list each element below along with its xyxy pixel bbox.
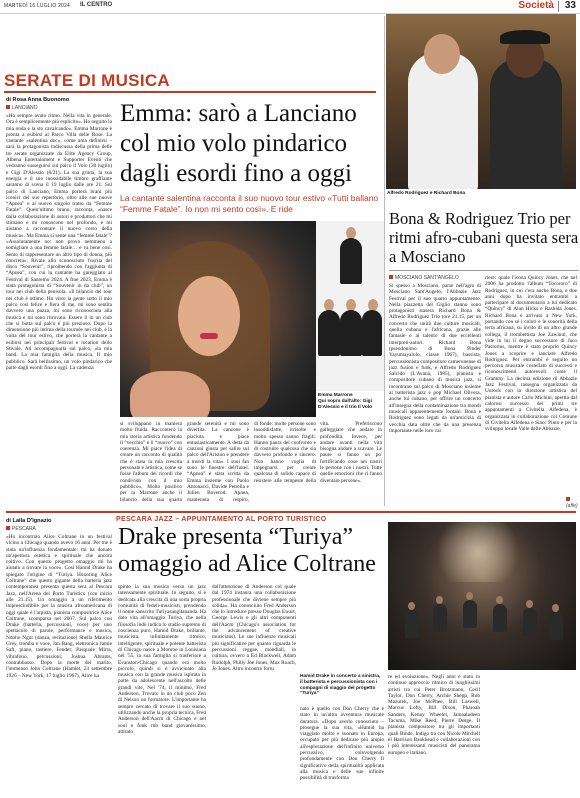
header-divider	[558, 1, 559, 12]
story1-summary: La cantante salentina racconta il suo nuovo tour estivo «Tutti ballano “Femme Fatale”. Io non mi sento così». E ride	[120, 193, 379, 214]
story3-column-4: nato è quello con Don Cherry che è stato in un'altra avventura musicale duratura. «Dopo averlo conosciuto – prosegue la sua vita, «Hamid ha viaggiato molto e suonato in Europa, occupato per più dedicare più ampio all'esplorazione dell'infinito universo percussivo, coinvolgendo profondamente con Don Cherry Il significativo della spiritualità applicata alla musica e delle sue infinite possibilità di trasforma	[300, 706, 384, 782]
story3-column-3: dall'attenzione di Anderson col quale dal 1974 instaura una collaborazione professionale che diviene sempre più solida». Ha conosciuto Fred Anderson che lo introduce presso Douglas Ewart, George Lewis e gli altri componenti dell'Aacm (Chicago's association for the advancement of creative musicians). Le sue influenze musicali più significative per quanto riguarda le percussioni reggae, mondiali, in cultura, ovvero a Ed Blackwell, Adam Rudolph, Philly Joe Jones, Max Roach, Jo Jones. Altro incontro fortu	[212, 584, 296, 672]
story1-column-4: di fonde: molte persone sono insoddisfatte, irrisolte e molto spesso sanno fragili. Hanno paura del confronto e di costruire qualcosa che sia davvero profondo e sincero. Non hanno voglia di impegnarsi per creare qualcosa di solido capace di resistere alle tempeste della vita. Preferiscono galleggiare che andare in profondità. Invece, per andare avanti nella vita bisogna andare a scavare. Le paure si fanno un po' fortificando cose nei nostri le persone con i nostri. Tutte quelle emozioni che ci fanno diventare persone».	[254, 421, 382, 484]
story1-column-1: «Ho sempre avuto ritmo. Nella vita in generale. Ora è semplicemente più esplicito». Ho seguito la mia onda e la sto cavalcando». Emma Marrone è pronta a esibirsi al Parco Villa delle Rose. La cantante «salentina doc», come ama definirsi – sarà la protagonista indiscussa della prima delle tre serate organizzate da Elite Agency Group, Albena Entertainment e Supporter Eventi che vedranno susseguirsi sul palco il Volo (30 luglio) e Gigi D'Alessio (8/21). La sua grinta, la sua energia e il suo inossidabile timbro graffiante saranno di scena il 19 luglio dalle ore 21. Sul palco di Lanciano, Emma porterà brani più iconici del suo repertorio, oltre alle sue nuove “Apnea” e al nuovo singolo tratto da “Femme Fatale”. Quest'ultimo brano, racconta, «nasce dalla collaborazione di autori e produttori che mi stimano e mi conoscono nel profondo, e mi aiutano a raccontare il nuovo corso della musica». Ma Emma si sente una “femme fatale”? «Assolutamente no: non provo nemmeno a somigliare a una femme fatale… e va bene così. Sento di rappresentare un altro tipo di donna, più concreta». Rivale allo sconosciuto l'uscita del disco “Souvenir”, riproibendo con l'aggiunta di “Apnea”, con cui la cantante ha gareggiato al Festival di Sanremo 2024. A fine 2023, Emma è stata protagonista di “Souvenir in da club”, un tour nei club della penisola. «Il bilancio del tour nei club è ottimo. Ho visto la gente sotto il mio palco così felice e fiera di me, mi sono sentita davvero una pazza, mi sono riconosciuta alla musica e mi sono ritrovata. Essere lì in un club che si butta sul palco è più prezioso. Dopo la dimensione più intima della tournée nei club, è la volta del tour estivo, che porterà la cantante a esibirsi nei principali festival e location dello Stivale. Ad accompagnarla sul palco, «la mia band. La mia famiglia della musica. Il mio pubblico. Sarà bellissimo, un volo pindarico che parte dagli esordi fino a oggi. La cadenza	[6, 113, 112, 371]
duo-photo-caption: Alfredo Rodriguez e Richard Bona	[387, 191, 466, 196]
story3-headline: Drake presenta “Turiya” omaggio ad Alice Coltrane	[118, 524, 376, 577]
column-divider	[384, 16, 385, 506]
story2-location: MOSCIANO SANT'ANGELO	[389, 275, 459, 281]
emma-photo	[120, 221, 316, 417]
story1-column-2: si sviluppano in maniera molto fluida. Racconterò la mia storia artistica fondendo il “vecchio” e il “nuovo” con coerenza. Mi piace l'idea di creare un racconto di qualità che è stata la mia crescita personale e artistica, come se fosse l'album dei ricordi che condivido con il mio pubblico». Molto positivo per la Marrone anche il bilancio della sua quarta	[120, 421, 182, 503]
story3-column-2: spinto la sua musica verso un jazz intensamente spirituale. In seguito, si è dedicata alla crescita di una sorta propria comunità di fedeli-musicisti, prendendo il nome sanscrito Turiyasangitananda. Ha dato vita all'omaggio Turiya, che nella filosofia indù indica lo stadio supremo di coscienza puro, Hamid Drake, brillante, musicista, infinitamente ritmico, intelligente, spirituale e potente batterista di Chicago nasce a Monroe in Louisiana nel '55, la sua famiglia si trasferisce a Evanston-Chicago quando era molto piccolo, quindi si è avvicinato alla musica con la grande musica ispirata in parte da adolescente nell'ascolto delle grandi vite, Nel '74, il minimo, Fred Anderson, Trovato in un club poco Zen di Nelson un formatore. L'importante ha sempre cercato di trovare il suo suono, utilizzando anche la propria tecnica, Fred Anderson dell'Aacm di Chicago e nel soul e funk rnb band giovanissimo, attirato	[118, 584, 206, 735]
story1-headline: Emma: sarò a Lanciano col mio volo pindarico dagli esordi fino a oggi	[120, 100, 357, 187]
story3-byline: di Lalla D'Ignazio	[6, 518, 52, 524]
caption-line-2: Qui sopra dall'alto: Gigi D'Alessio e il trio Il Volo	[318, 398, 373, 410]
banner-rule	[4, 91, 376, 93]
publication-name: IL CENTRO	[80, 2, 113, 8]
story3-location: PESCARA	[6, 526, 36, 532]
story1-byline: di Rosa Anna Buonomo	[6, 97, 70, 103]
story1-location: LANCIANO	[6, 105, 38, 111]
volo-trio-photo	[316, 221, 384, 391]
story2-signature: (affe)	[566, 497, 580, 509]
story2-column-1: Si spesso a Mosciano, parse nell'agro di Mosciano Sant'Angelo, l'Abbazie Jazz Festival per il suo quarto appuntamento. Nella piazzetta del Giglio stanno sono protagonisti stasera Richard Bona & Alfredo Rodriguez Trio (ore 21.15, per un concerto che unirà due culture musicali, quella cubana e l'africana, grazie alle fantasie e al talento di due eccellenti interpreti-autori. Richard Bona (pseudonimo di Bona Pinder Yayumayalolo, classe 1967), bassista, percussionista compositore camerunense di jazz fusion e funk, e Alfredo Rodriguez Salcido (L'Avana, 1985), pianista e compositore cubano di musica jazz, si incontrano sul palco di Mosciano insieme al batterista jazz e pop Michael Olivera, anche lui cubano, per offrire un concerto all'insegna della contaminazione tra mondi musicali apparentemente lontani. Bona e Rodriguez sono legati da un'amicizia di vecchia data oltre che da una presenza importante nelle loro car	[389, 283, 481, 434]
story2-rule	[389, 270, 579, 271]
story2-headline: Bona & Rodriguez Trio per ritmi afro-cubani questa sera a Mosciano	[389, 209, 579, 266]
bona-rodriguez-photo	[386, 14, 576, 189]
drake-concert-photo	[388, 522, 576, 670]
emma-photo-caption	[318, 393, 384, 410]
section-name: Società	[518, 0, 554, 11]
section-banner: SERATE DI MUSICA	[4, 71, 170, 90]
page-number: 33	[564, 0, 576, 11]
story3-column-1: «Ho incontrato Alice Coltrane in un festival vicino a Chicago quando avevo 16 anni. Per me è stata un'influenza fondamentale: mi ha donato un'apertura estetica e spirituale che ancora coltivo. Con questo progetto omaggio mi ha aiutato a trovare la voce». Così Hamid Drake ha spiegato l'origine di “Turiya. Honoring Alice Coltrane” che questo gigante della batteria jazz contemporanea presenta questa sera al Pescara Jazz, nell'Arena del Porto Turistico (con inizio alle 21.15). Un omaggio a un riferimento imprescindibile per la musica afroamericana di oggi quale è l'arpista, pianista compositrice Alice Coltrane, scomparsa nel 2007. Sul palco con Drake (batteria, percussioni, voce) per uno spettacolo di parole, performance e musica, Ndoho Ngor (danza, recitazione) Shella Maurice Grey, tromba e voce, Jan Bang, elettronica Jamie Saft, piano, tastiere, Fender; Pasquale Mirra, vibrafono, percussioni; Joshua Abrams, contrabbasso. Dopo la morte del marito, l'immenso John Coltrane (Hamlet, 23 settembre 1926 – New York, 17 luglio 1967), Alice ha	[6, 534, 112, 679]
page-header	[0, 0, 580, 14]
issue-date: MARTEDÌ 16 LUGLIO 2024	[4, 3, 71, 9]
story1-column-3: grande serenità e mi sono divertita. La canzone è piaciuta e piace entusiasticamente. A detta da canzoni giusta per salire sul palco dell'Ariston e prendere a mordi la vita». I suoi fan sono le finestre dell'hotel. “Apnea” è stata scritta da Emma insieme con Paolo Antonacci, Davide Petrella e Julien Boverod. Apnea, mantenuta di respiro,	[187, 421, 249, 503]
story2-column-2: riere: quale l'icona Quincy Jones, che nel 2006 ha prodotto l'album “Tocororo” di Rodriguez, in cui c'era anche Bona, e due anni dopo ha invitato entrambi a partecipare al documentario a lui dedicato “Quincy” di Alan Hicks e Rashida Jones. Richard Bona è arrivato a New York, portando con sé i colori e le sonorità della terra africana, su invito di un altro grande collega, il trombettista Joe Zawinul, che vide in lui il degno successore di Jaco Pastorius, mentre è stato proprio Quincy Jones a scoprire e lanciare Alfredo Rodriguez. Per entrambi è seguito un percorso musicale costellato di successi e riconoscimenti autorevoli come il Grammy. La decima edizione di Abbazie Jazz Festival, rassegna organizzata da Unrock con la direzione artistica del pianista e autore Carlo Michini, apertta dal calorosi successo dei primi tre appuntamenti a Civitella Alfedena, è organizzata in collaborazione col Comune di Civitella Alfedena e Siacc Pinto e per la sviluppo locale Valle delle Abbazie.	[485, 275, 577, 433]
caption-line-1: Emma Marrone	[318, 393, 353, 398]
story3-kicker: PESCARA JAZZ – APPUNTAMENTO AL PORTO TURISTICO	[116, 516, 327, 523]
drake-photo-caption: Hamid Drake in concerto a sinistra, il batterista e percussionista con i compagni di viaggio del progetto “Turiya”	[300, 674, 381, 697]
story3-column-5: re ed evoluzione». Negli anni è stato in continuo approccio ritmico di lunghissimi artisti tra cui Peter Brotzmann, Cecil Taylor, Don Cherry, Archie Shepp, Rob Mazurek, Joe McPhee, Bill Laswell, Marcus Lofty, Bill Dixon, Pharoah Sanders, Kenny Wheeler, Jamaaladeen Tacuma, Mike Reed, Pierre Dørge. Il pianista compositore tra gli importanti quali Rinde, Indigo tra con Nicole Mitchell el Harrison Bankhead e collaborazioni con i più interessanti musicisti del panorama europeo e italiano.	[388, 674, 480, 756]
